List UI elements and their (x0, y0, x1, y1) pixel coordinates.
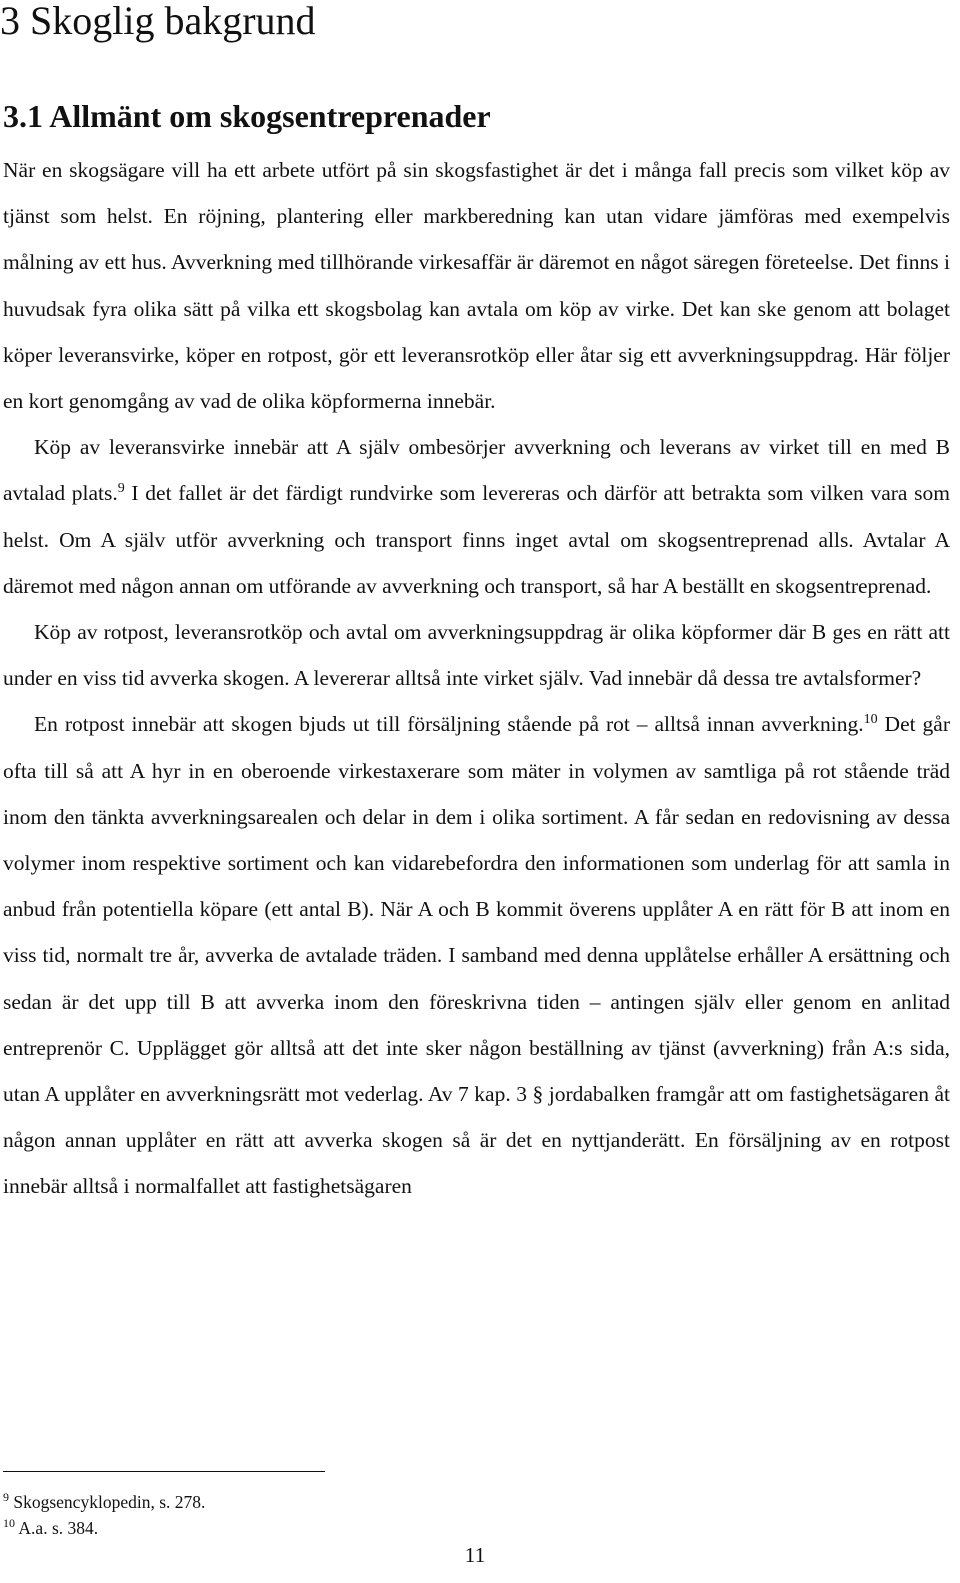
paragraph-text: I det fallet är det färdigt rundvirke som levereras och därför att betrakta som vilken vara som helst. Om A själv utför avverkning och transport finns inget avtal om skogsentreprenad alls. Avtalar A däremot med någon annan om utförande av avverkning och transport, så har A beställt en skogsentreprenad. (3, 481, 950, 598)
footnote-text: A.a. s. 384. (15, 1518, 99, 1538)
footnote-marker: 10 (3, 1516, 15, 1530)
footnote-marker: 9 (3, 1490, 9, 1504)
footnote-9 (3, 1489, 205, 1515)
footnote-ref-10: 10 (863, 712, 878, 728)
footnote-text: Skogsencyklopedin, s. 278. (9, 1492, 206, 1512)
body-text (3, 147, 950, 1210)
footnotes (3, 1489, 205, 1541)
chapter-heading: 3 Skoglig bakgrund (0, 0, 316, 43)
paragraph-3 (3, 609, 950, 701)
page-number: 11 (464, 1543, 486, 1567)
section-heading: 3.1 Allmänt om skogsentreprenader (3, 98, 491, 134)
footnote-10 (3, 1515, 205, 1541)
paragraph-text: Köp av leveransvirke innebär att A själv ombesörjer avverkning och leverans av virket till en med B avtalad plats. (3, 435, 950, 506)
paragraph-2 (3, 424, 950, 609)
paragraph-4 (3, 701, 950, 1209)
paragraph-text: Köp av rotpost, leveransrotköp och avtal om avverkningsuppdrag är olika köpformer där B ges en rätt att under en viss tid avverka skogen. A levererar alltså inte virket själv. Vad innebär då dessa tre avtalsformer? (3, 620, 950, 691)
paragraph-text: När en skogsägare vill ha ett arbete utfört på sin skogsfastighet är det i många fall precis som vilket köp av tjänst som helst. En röjning, plantering eller markberedning kan utan vidare jämföras med exempelvis målning av ett hus. Avverkning med tillhörande virkesaffär är däremot en något säregen företeelse. Det finns i huvudsak fyra olika sätt på vilka ett skogsbolag kan avtala om köp av virke. Det kan ske genom att bolaget köper leveransvirke, köper en rotpost, gör ett leveransrotköp eller åtar sig ett avverkningsuppdrag. Här följer en kort genomgång av vad de olika köpformerna innebär. (3, 158, 950, 414)
footnote-separator (3, 1471, 325, 1472)
footnote-ref-9: 9 (117, 481, 125, 497)
paragraph-text: En rotpost innebär att skogen bjuds ut till försäljning stående på rot – alltså innan avverkning. (34, 712, 864, 737)
paragraph-1 (3, 147, 950, 424)
paragraph-text: Det går ofta till så att A hyr in en oberoende virkestaxerare som mäter in volymen av samtliga på rot stående träd inom den tänkta avverkningsarealen och delar in dem i olika sortiment. A får sedan en redovisning av dessa volymer inom respektive sortiment och kan vidarebefordra den informationen som underlag för att samla in anbud från potentiella köpare (ett antal B). När A och B kommit överens upplåter A en rätt för B att inom en viss tid, normalt tre år, avverka de avtalade träden. I samband med denna upplåtelse erhåller A ersättning och sedan är det upp till B att avverka inom den föreskrivna tiden – antingen själv eller genom en anlitad entreprenör C. Upplägget gör alltså att det inte sker någon beställning av tjänst (avverkning) från A:s sida, utan A upplåter en avverkningsrätt mot vederlag. Av 7 kap. 3 § jordabalken framgår att om fastighetsägaren åt någon annan upplåter en rätt att avverka skogen så är det en nyttjanderätt. En försäljning av en rotpost innebär alltså i normalfallet att fastighetsägaren (3, 712, 950, 1199)
